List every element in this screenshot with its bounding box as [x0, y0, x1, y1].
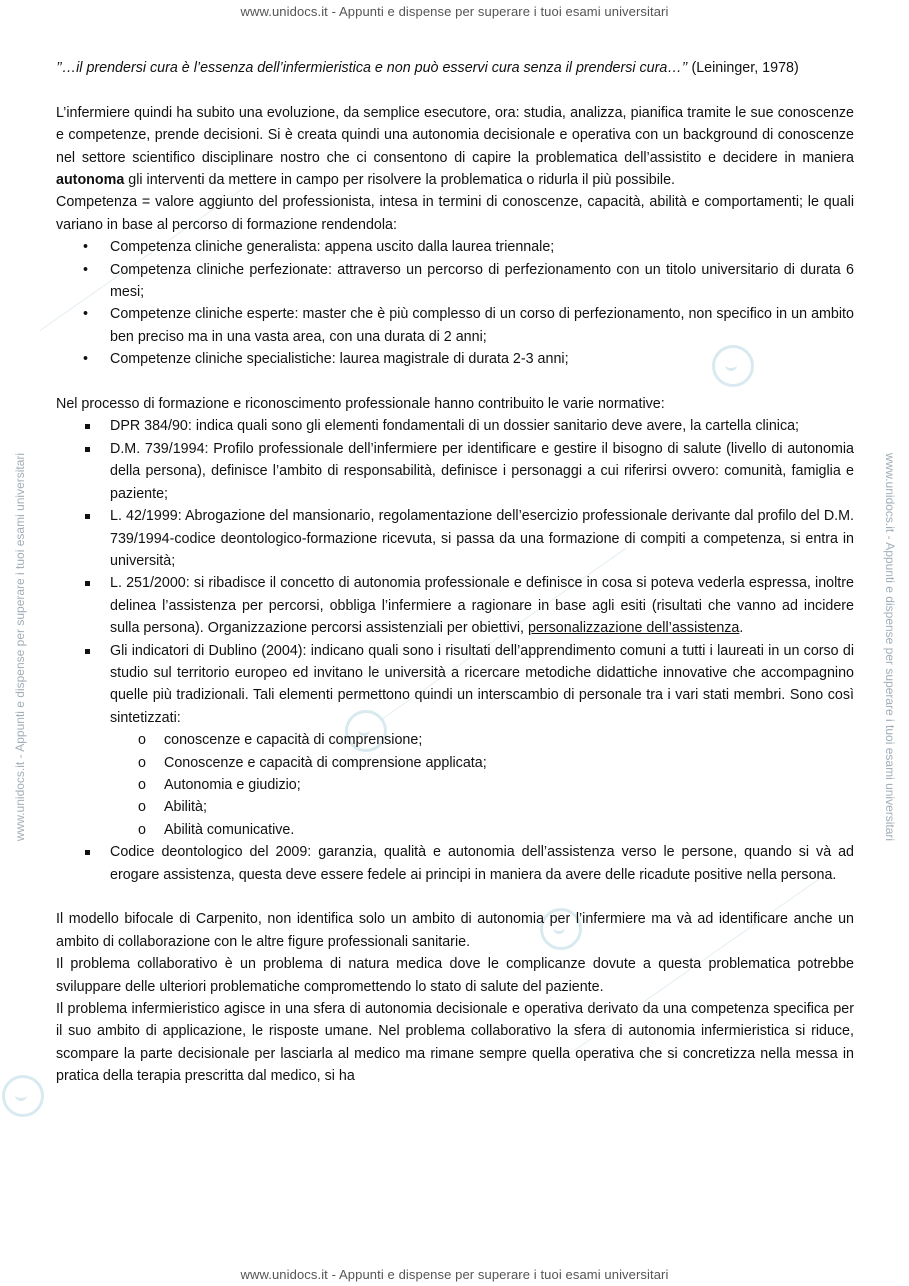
l251-end: .	[739, 620, 744, 637]
intro-text-end: gli interventi da mettere in campo per risolvere la problematica o ridurla il più possibile.	[124, 172, 676, 189]
competenza-list	[56, 236, 854, 370]
document-body	[56, 57, 854, 1088]
quote-text: ’’…il prendersi cura è l’essenza dell’infermieristica e non può esservi cura senza il prendersi cura…’’	[56, 60, 688, 76]
watermark-right: www.unidocs.it - Appunti e dispense per superare i tuoi esami universitari	[883, 452, 897, 842]
watermark-left: www.unidocs.it - Appunti e dispense per superare i tuoi esami universitari	[13, 452, 27, 842]
list-item: L. 42/1999: Abrogazione del mansionario, regolamentazione dell’esercizio professionale derivante dal profilo del D.M. 739/1994-codice deontologico-formazione ricevuta, si passa da una formazione di compiti a competenza, si entra in università;	[56, 505, 854, 572]
watermark-logo-icon	[2, 1075, 44, 1117]
closing-paragraph: Il problema infermieristico agisce in una sfera di autonomia decisionale e operativa derivato da una competenza specifica per il suo ambito di applicazione, le risposte umane. Nel problema collaborativo la sfera di autonomia infermieristica si riduce, scompare la parte decisionale per lasciarla al medico ma rimane sempre quella operativa che si concretizza nella messa in pratica della terapia prescritta dal medico, si ha	[56, 1001, 854, 1085]
list-item: • Competenza cliniche generalista: appena uscito dalla laurea triennale;	[56, 236, 854, 258]
watermark-top: www.unidocs.it - Appunti e dispense per superare i tuoi esami universitari	[240, 4, 669, 19]
intro-paragraph	[56, 102, 854, 192]
intro-text: L’infermiere quindi ha subito una evoluzione, da semplice esecutore, ora: studia, analizza, pianifica tramite le sue conoscenze e competenze, prende decisioni. Si è creata quindi una autonomia decisionale e operativa con un background di conoscenze nel settore scientifico disciplinare nostro che ci consentono di capire la problematica dell’assistito e decidere in maniera	[56, 104, 854, 166]
dublino-sublist	[110, 729, 854, 841]
sublist-item: o conoscenze e capacità di comprensione;	[110, 729, 854, 751]
l251-text: L. 251/2000: si ribadisce il concetto di autonomia professionale e definisce in cosa si poteva vederla espressa, inoltre delinea l’assistenza per percorsi, obbliga l’infermiere a ragionare in base agli esiti (risultati che vanno ad incidere sulla persona). Organizzazione percorsi assistenziali per obiettivi,	[110, 575, 854, 637]
sublist-item: o Conoscenze e capacità di comprensione applicata;	[110, 752, 854, 774]
normative-intro: Nel processo di formazione e riconoscimento professionale hanno contribuito le varie normative:	[56, 396, 665, 413]
list-item: Codice deontologico del 2009: garanzia, qualità e autonomia dell’assistenza verso le persone, quando si và ad erogare assistenza, questa deve essere fedele ai principi in maniera da avere delle ricadute positive nella persona.	[56, 841, 854, 886]
quote-citation: (Leininger, 1978)	[687, 60, 799, 76]
sublist-item: o Abilità;	[110, 796, 854, 818]
list-item	[56, 640, 854, 842]
dublino-text: Gli indicatori di Dublino (2004): indicano quali sono i risultati dell’apprendimento comuni a tutti i laureati in un corso di studio sul territorio europeo ed invitano le università a ricercare metodiche didattiche innovative che accompagnino quelle più tradizionali. Tali elementi permettono quindi un interscambio di personale tra i vari stati membri. Sono così sintetizzati:	[110, 642, 854, 726]
list-item	[56, 572, 854, 639]
list-item: • Competenze cliniche specialistiche: laurea magistrale di durata 2-3 anni;	[56, 348, 854, 370]
normative-list	[56, 415, 854, 886]
bold-term: autonoma	[56, 172, 125, 189]
opening-quote	[56, 57, 854, 79]
watermark-bottom: www.unidocs.it - Appunti e dispense per superare i tuoi esami universitari	[240, 1267, 669, 1282]
underlined-text: personalizzazione dell’assistenza	[527, 620, 740, 637]
list-item: • Competenza cliniche perfezionate: attraverso un percorso di perfezionamento con un titolo universitario di durata 6 mesi;	[56, 259, 854, 304]
sublist-item: o Autonomia e giudizio;	[110, 774, 854, 796]
list-item: • Competenze cliniche esperte: master che è più complesso di un corso di perfezionamento, non specifico in un ambito ben preciso ma in una vasta area, con una durata di 2 anni;	[56, 303, 854, 348]
sublist-item: o Abilità comunicative.	[110, 819, 854, 841]
list-item: D.M. 739/1994: Profilo professionale dell’infermiere per identificare e gestire il bisogno di salute (livello di autonomia della persona), definisce l’ambito di responsabilità, definisce i personaggi a cui riferirsi ovvero: comunità, famiglia e paziente;	[56, 438, 854, 505]
closing-paragraph: Il problema collaborativo è un problema di natura medica dove le complicanze dovute a questa problematica potrebbe sviluppare delle ulteriori problematiche compromettendo lo stato di salute del paziente.	[56, 956, 854, 995]
closing-paragraph: Il modello bifocale di Carpenito, non identifica solo un ambito di autonomia per l’infermiere ma và ad identificare anche un ambito di collaborazione con le altre figure professionali sanitarie.	[56, 911, 854, 950]
list-item: DPR 384/90: indica quali sono gli elementi fondamentali di un dossier sanitario deve avere, la cartella clinica;	[56, 415, 854, 437]
competenza-definition: Competenza = valore aggiunto del professionista, intesa in termini di conoscenze, capacità, abilità e comportamenti; le quali variano in base al percorso di formazione rendendola:	[56, 194, 854, 233]
